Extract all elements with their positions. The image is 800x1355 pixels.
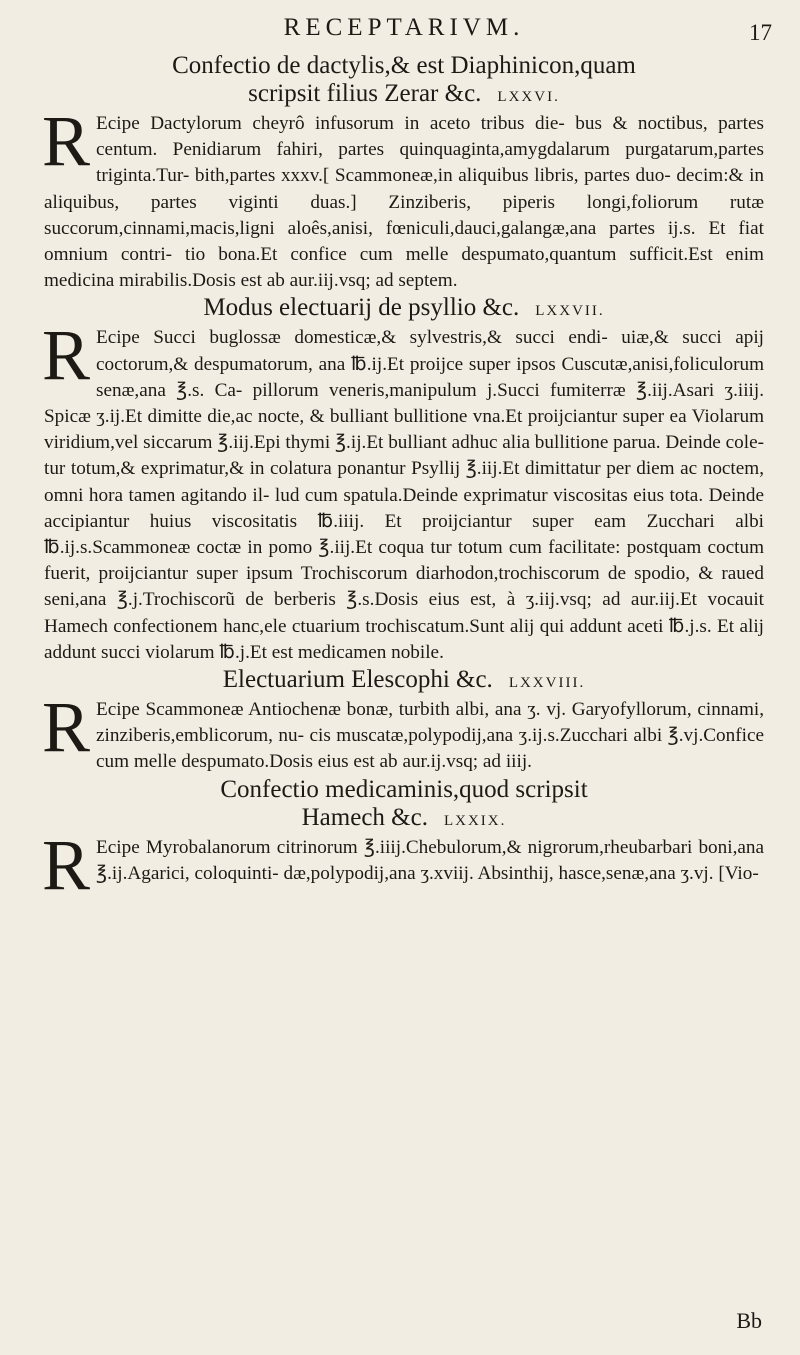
- recipe-text: [42, 687, 764, 776]
- recipe-body: Ecipe Dactylorum cheyrô infusorum in aceto tribus die- bus & noctibus, partes centum. Penidiarum fahiri, partes quinquaginta,amygdalarum purgatarum,partes triginta.Tur- bith,partes xxxv.[ Scammoneæ,in aliquibus libris, partes duo- decim:& in aliquibus, partes viginti duas.] Zinziberis, piperis longi,foliorum rutæ succorum,cinnami,macis,ligni aloês,anisi, fœniculi,dauci,galangæ,ana partes ij.s. Et fiat omnium contri- tio bona.Et confice cum melle despumato,quantum sufficit.Est enim medicina mirabilis.Dosis est ab aur.iij.vsq; ad septem.: [44, 113, 764, 292]
- page-number: 17: [749, 20, 772, 45]
- recipe-text: [42, 824, 764, 905]
- signature-mark: Bb: [736, 1308, 762, 1333]
- drop-cap: R: [42, 687, 91, 768]
- heading-line: Confectio de dactylis,& est Diaphinicon,quam: [172, 52, 636, 79]
- recipe-section-76: [44, 52, 764, 294]
- running-title: RECEPTARIVM.: [283, 14, 525, 41]
- heading-line: [44, 294, 764, 325]
- drop-cap: R: [42, 101, 91, 181]
- section-number: LXXVII.: [535, 303, 605, 320]
- heading-line: Confectio medicaminis,quod scripsit: [220, 775, 588, 803]
- heading-line-text: Modus electuarij de psyllio &c.: [203, 294, 520, 322]
- recipe-section-79: [42, 775, 764, 905]
- recipe-section-77: [44, 294, 764, 666]
- book-page: [42, 14, 772, 905]
- section-number: LXXVIII.: [508, 675, 586, 692]
- section-number: LXXIX.: [443, 812, 507, 829]
- drop-cap: R: [42, 824, 91, 905]
- section-heading: [44, 666, 764, 697]
- running-head: [44, 14, 772, 52]
- section-heading: [44, 52, 764, 111]
- heading-line: [44, 804, 764, 835]
- recipe-body: Ecipe Scammoneæ Antiochenæ bonæ, turbith albi, ana ʒ. vj. Garyofyllorum, cinnami, zinziberis,emblicorum, nu- cis muscatæ,polypodij,ana ʒ.ij.s.Zucchari albi ℥.vj.Confice cum melle despumato.Dosis eius est ab aur.ij.vsq; ad iiij.: [96, 699, 764, 773]
- section-heading: [44, 776, 764, 835]
- recipe-body: Ecipe Succi buglossæ domesticæ,& sylvestris,& succi endi- uiæ,& succi apij coctorum,& despumatorum, ana ℔.ij.Et proijce super ipsos Cuscutæ,anisi,foliculorum senæ,ana ℥.s. Ca- pillorum veneris,manipulum j.Succi fumiterræ ℥.iij.Asari ʒ.iiij. Spicæ ʒ.ij.Et dimitte die,ac nocte, & bulliant bullitione vna.Et proijciantur super ea Violarum viridium,vel siccarum ℥.iij.Epi thymi ℥.ij.Et bulliant adhuc alia bullitione parua. Deinde cole- tur totum,& exprimatur,& in colatura ponantur Psyllij ℥.iij.Et dimittatur per diem ac noctem, omni hora tamen agitando il- lud cum spatula.Deinde exprimatur viscositas eius tota. Deinde accipiantur huius viscositatis ℔.iiij. Et proijciantur super eam Zucchari albi ℔.ij.s.Scammoneæ coctæ in pomo ℥.iij.Et coqua tur totum cum facilitate: postquam coctum fuerit, proijciantur super ipsum Trochiscorum diarhodon,trochiscorum de spodio, & raued seni,ana ℥.j.Trochiscorũ de berberis ℥.s.Dosis eius est, à ʒ.iij.vsq; ad aur.iij.Et vocauit Hamech confectionem hanc,ele ctuarium trochiscatum.Sunt alij qui addunt aceti ℔.j.s. Et alij addunt succi violarum ℔.j.Et est medicamen nobile.: [44, 327, 764, 663]
- recipe-text: [42, 101, 764, 294]
- section-number: LXXVI.: [497, 89, 560, 105]
- section-heading: [44, 294, 764, 325]
- heading-line-text: Electuarium Elescophi &c.: [222, 666, 493, 694]
- heading-line: [44, 666, 764, 697]
- heading-line-text: scripsit filius Zerar &c.: [248, 80, 482, 107]
- heading-line: [44, 80, 764, 111]
- drop-cap: R: [42, 315, 91, 396]
- recipe-section-78: [44, 666, 764, 776]
- heading-line-text: Hamech &c.: [301, 803, 428, 831]
- recipe-body: Ecipe Myrobalanorum citrinorum ℥.iiij.Chebulorum,& nigrorum,rheubarbari boni,ana ℥.ij.Agarici, coloquinti- dæ,polypodij,ana ʒ.xviij. Absinthij, hasce,senæ,ana ʒ.vj. [Vio-: [96, 836, 764, 884]
- recipe-text: [42, 315, 764, 666]
